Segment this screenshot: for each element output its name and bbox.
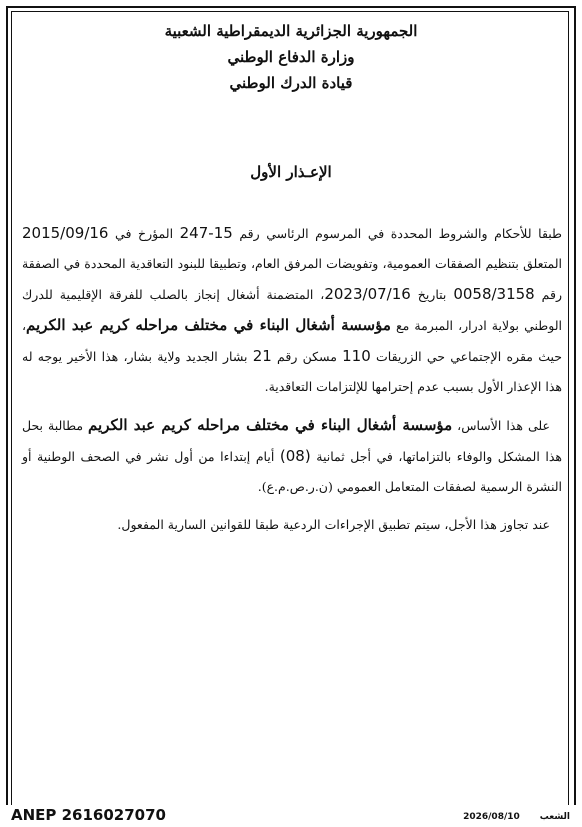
p2-text-c: أيام إبتداءا من أول نشر في الصحف الوطنية أو النشرة الرسمية لصفقات المتعامل العمومي (ن.ر.ص.م.ع). (22, 449, 562, 494)
company-name: مؤسسة أشغال البناء في مختلف مراحله كريم عبد الكريم (26, 316, 391, 334)
notice-title: الإعـذار الأول (250, 163, 332, 181)
newspaper-name: الشعب (539, 812, 570, 822)
deal-date: 2023/07/16 (324, 285, 411, 303)
notice-body (22, 218, 562, 548)
p1-text-a: طبقا للأحكام والشروط المحددة في المرسوم الرئاسي رقم (232, 226, 562, 241)
footer (0, 805, 582, 827)
republic-name: الجمهورية الجزائرية الديمقراطية الشعبية (164, 22, 418, 40)
paragraph-warning: عند تجاوز هذا الأجل، سيتم تطبيق الإجراءات الردعية طبقا للقوانين السارية المفعول. (117, 517, 550, 532)
company-name-2: مؤسسة أشغال البناء في مختلف مراحله كريم عبد الكريم (88, 416, 453, 434)
publication-date: 2026/08/10 (463, 812, 520, 822)
decree-date: 2015/09/16 (22, 224, 109, 242)
housing-count: 110 (342, 347, 371, 365)
newspaper-meta (441, 812, 572, 822)
p1-text-h: بشار الجديد ولاية بشار، هذا الأخير يوجه له هذا الإعذار الأول بسبب عدم إحترامها للإلتزامات التعاقدية. (22, 349, 562, 394)
paragraph-main (22, 218, 562, 402)
command-name: قيادة الدرك الوطني (229, 74, 353, 92)
p1-text-c: المتعلق بتنظيم الصفقات العمومية، وتفويضات المرفق العام، وتطبيقا للبنود التعاقدية المحددة في الصفقة رقم (22, 256, 562, 302)
paragraph-demand (22, 410, 562, 502)
house-number: 21 (252, 347, 272, 365)
p2-text-a: على هذا الأساس، (452, 418, 550, 433)
ministry-name: وزارة الدفاع الوطني (227, 48, 355, 66)
p1-text-b: المؤرخ في (108, 226, 180, 241)
document-header (0, 18, 582, 96)
p1-text-g: مسكن رقم (271, 349, 343, 364)
days-count: (08) (279, 447, 311, 465)
anep-reference: ANEP 2616027070 (8, 806, 169, 824)
p2-text-b: مطالبة بحل هذا المشكل والوفاء بالتزاماتها، في أجل ثمانية (22, 418, 562, 464)
p1-text-f: ، حيث مقره الإجتماعي حي الزريقات (22, 318, 562, 364)
deal-number: 0058/3158 (453, 285, 535, 303)
decree-number: 15-247 (179, 224, 233, 242)
p1-text-e: ، المتضمنة أشغال إنجاز بالصلب للفرقة الإقليمية للدرك الوطني بولاية ادرار، المبرمة مع (22, 287, 562, 333)
p1-text-d: بتاريخ (410, 287, 454, 302)
